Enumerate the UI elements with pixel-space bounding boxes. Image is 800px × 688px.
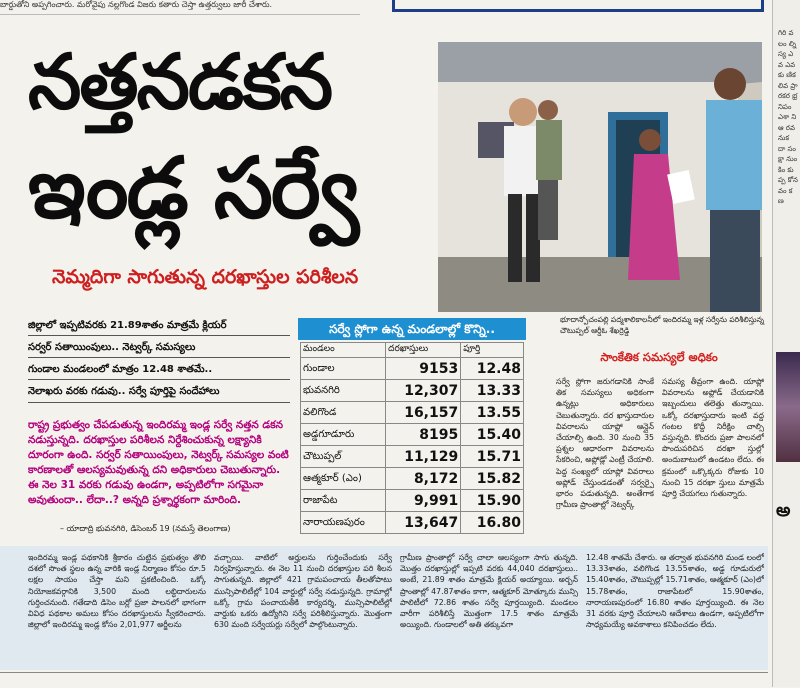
table-row bbox=[301, 402, 524, 424]
adjacent-column-photo bbox=[776, 352, 800, 462]
adjacent-column-letter: అ bbox=[776, 500, 791, 521]
table-row bbox=[301, 512, 524, 534]
mandal-table bbox=[300, 342, 524, 534]
section-column-2: సమస్య తీవ్రంగా ఉంది. యాప్లో వివరాలను అప్లోడ్ చేయడానికి ఇబ్బందులు తలెత్తు తున్నాయి. ఒక్కో దరఖాస్తుదారు ఇంటి వద్ద గంటల కొద్దీ నిరీక్షిం చాల్సి వస్తున్నది. కొందరు ప్రజా పాలనలో పొందుపరిచిన దరఖా స్తుల్లో అందుబాటులో ఉండటం లేదు. ఈ క్రమంలో ఒక్కొక్కరు రోజుకు 10 నుంచి 15 దరఖా స్తులు మాత్రమే పూర్తి చేయగలు గుతున్నారు. bbox=[662, 377, 764, 499]
table-row bbox=[301, 358, 524, 380]
cell-applications: 13,647 bbox=[386, 512, 461, 534]
cell-applications: 8,172 bbox=[386, 468, 461, 490]
cell-mandal: వలిగొండ bbox=[301, 402, 386, 424]
byline: – యాదాద్రి భువనగిరి, డిసెంబర్ 19 (నమస్తే తెలంగాణ) bbox=[60, 524, 231, 533]
cell-applications: 12,307 bbox=[386, 380, 461, 402]
bullet-1: జిల్లాలో ఇప్పటివరకు 21.89శాతం మాత్రమే క్లియర్ bbox=[28, 320, 227, 331]
headline-line-2: ఇండ్ల సర్వే bbox=[28, 139, 358, 237]
bullet-4: నెలాఖరు వరకు గడువు.. సర్వే పూర్తిపై సందేహాలు bbox=[28, 386, 220, 397]
cell-applications: 16,157 bbox=[386, 402, 461, 424]
cell-applications: 9,991 bbox=[386, 490, 461, 512]
cell-mandal: నారాయణపురం bbox=[301, 512, 386, 534]
cell-applications: 8195 bbox=[386, 424, 461, 446]
cell-mandal: చౌటుప్పల్ bbox=[301, 446, 386, 468]
table-title: సర్వే స్లోగా ఉన్న మండలాల్లో కొన్ని.. bbox=[298, 318, 526, 340]
top-strip-text: బార్డుతోని అప్పగించారు. మరోవైపు నల్లగొండ విజరు కతారు చెస్తా ఉత్తర్వులు జారీ చేశారు. bbox=[0, 0, 360, 15]
bottom-column-4: 12.48 శాతమే చేశారు. ఆ తర్వాత భువనగిరి మండ లంలో 13.33శాతం, వలిగొండ 13.55శాతం, అడ్డ గూడురులో 15.40శాతం, చౌటుప్పల్లో 15.71శాతం, ఆత్మకూర్ (ఎం)లో 15.78శాతం, రాజాపేటలో 15.90శాతం, నారాయణపురంలో 16.80 శాతం పూర్తయ్యింది. ఈ నెల 31 వరకు పూర్తి చేయాలని ఆదేశాలు ఉండగా, అప్పటిలోగా సాధ్యమయ్యే అవకాశాలు కనిపించడం లేదు. bbox=[586, 553, 764, 630]
cell-mandal: ఆత్మకూర్ (ఎం) bbox=[301, 468, 386, 490]
cell-complete: 13.55 bbox=[461, 402, 524, 424]
cell-complete: 16.80 bbox=[461, 512, 524, 534]
bullet-2: సర్వర్ సతాయింపులు.. నెట్వర్క్ సమస్యలు bbox=[28, 342, 196, 353]
table-header-row bbox=[301, 343, 524, 358]
bottom-column-2: వచ్చాయి. వాటిలో అర్హులను గుర్తించేందుకు సర్వే నిర్వహిస్తున్నారు. ఈ నెల 11 నుంచి దరఖాస్తుల పరి శీలన సాగుతున్నది. జిల్లాలో 421 గ్రామపంచాయ తీలతోపాటు మున్సిపాలిటీల్లో 104 వార్డుల్లో సర్వే నడుస్తున్నది. గ్రామాల్లో ఒక్కో గ్రామ పంచాయతీకి కార్యదర్శి, మున్సిపాలిటీల్లో వార్డుకు ఒకరు ఉద్యోగిని సర్వే పరిశీలిస్తున్నారు. మొత్తంగా 630 మంది సర్వేయర్లు సర్వేలో పాల్గొంటున్నారు. bbox=[214, 553, 392, 630]
cell-mandal: అడ్డగూడూరు bbox=[301, 424, 386, 446]
bullet-divider bbox=[28, 402, 290, 403]
cell-complete: 15.82 bbox=[461, 468, 524, 490]
cell-complete: 15.40 bbox=[461, 424, 524, 446]
cell-complete: 15.71 bbox=[461, 446, 524, 468]
header-applications: దరఖాస్తులు bbox=[386, 343, 461, 358]
header-mandal: మండలం bbox=[301, 343, 386, 358]
cell-complete: 13.33 bbox=[461, 380, 524, 402]
cell-complete: 15.90 bbox=[461, 490, 524, 512]
top-blue-box bbox=[392, 0, 764, 12]
adjacent-column-text: గిరి వ లం ల్ని స్య ఎవ ఎవ కు ణిక లివ ప్రా రకర భ్ర నిపం ఎశా ని ఆ రవ నుక దా సం క్షా నుం కిం కు ప్ప కోన వం క ణ bbox=[778, 29, 798, 205]
table-row bbox=[301, 380, 524, 402]
bottom-column-3: గ్రామీణ ప్రాంతాల్లో సర్వే చాలా ఆలస్యంగా సాగు తున్నది. మొత్తం దరఖాస్తుల్లో ఇప్పటి వరకు 44,040 దరఖాస్తులు.. అంటే, 21.89 శాతం మాత్రమే క్లియర్ అయ్యాయి. అర్బన్ ప్రాంతాల్లో 47.87శాతం కాగా, ఆత్మకూర్ మోత్కూరు మున్సి పాలిటీలో 72.86 శాతం సర్వే పూర్తయ్యింది. మండలం వారీగా పరిశీలిస్తే మొత్తంగా 17.5 శాతం మాత్రమే అయ్యింది. గుండాలలో అతి తక్కువగా bbox=[400, 553, 578, 630]
bottom-column-1: ఇందిరమ్మ ఇండ్ల పథకానికి శ్రీకారం చుట్టిన ప్రభుత్వం తొలి దశలో సొంత స్థలం ఉన్న వారికి ఇండ్ల నిర్మాణం కోసం రూ.5 లక్షల సాయం చేస్తా మని ప్రకటించింది. ఒక్కో నియోజకవర్గానికి 3,500 మంది లబ్ధిదారులను గుర్తించనుంది. గతేడాది డిసెం బర్లో ప్రజా పాలనలో భాగంగా వివిధ పథకాల అమలు కోసం దరఖాస్తులను స్వీకరించారు. జిల్లాలో ఇందిరమ్మ ఇండ్ల కోసం 2,01,977 అర్జీలను bbox=[28, 553, 206, 630]
section-column-1: సర్వే స్లోగా జరుగడానికి సాంకే తిక సమస్యలు అధికంగా ఉన్నట్లు అధికారులు చెబుతున్నారు. దర ఖాస్తుదారుల వివరాలను యాప్లో ఆన్లైన్ చేయాల్సి ఉంది. 30 నుంచి 35 ప్రశ్నల ఆధారంగా వివరాలను సేకరించి, అప్లోడ్లో ఎంట్రీ చేయాలి. పెద్ద సంఖ్యలో యాప్లో వివరాలు అప్లోడ్ చేస్తుండడంతో సర్వర్పై భారం పడుతున్నది. అంతేగాక గ్రామీణ ప్రాంతాల్లో నెట్వర్క్ bbox=[556, 377, 654, 510]
intro-paragraph: రాష్ట్ర ప్రభుత్వం చేపడుతున్న ఇందిరమ్మ ఇండ్ల సర్వే నత్తన డకన నడుస్తున్నది. దరఖాస్తుల పరిశీలన నిర్దేశించుకున్న లక్ష్యానికి దూరంగా ఉంది. సర్వర్ సతాయింపులు, నెట్వర్క్ సమస్యల వంటి కారణాలతో ఆలస్యమవుతున్న దని అధికారులు చెబుతున్నారు. ఈ నెల 31 వరకు గడువు ఉండగా, అప్పటిలోగా సగమైనా అవుతుందా.. లేదా..? అన్నది ప్రశ్నార్థకంగా మారింది. bbox=[28, 419, 289, 506]
cell-mandal: గుండాల bbox=[301, 358, 386, 380]
survey-photo bbox=[438, 42, 762, 312]
table-row bbox=[301, 468, 524, 490]
photo-caption: భూదాన్పోచంపల్లి పద్మశాలికాలనీలో ఇందిరమ్మ ఇళ్ల సర్వేను పరిశీలిస్తున్న చౌటుప్పల్ ఆర్డీఓ శేఖర్రెడ్డి bbox=[560, 315, 765, 335]
cell-complete: 12.48 bbox=[461, 358, 524, 380]
cell-applications: 11,129 bbox=[386, 446, 461, 468]
bullet-divider bbox=[28, 335, 290, 336]
table-row bbox=[301, 490, 524, 512]
bullet-divider bbox=[28, 357, 290, 358]
cell-mandal: భువనగిరి bbox=[301, 380, 386, 402]
bullet-divider bbox=[28, 379, 290, 380]
cell-mandal: రాజాపేట bbox=[301, 490, 386, 512]
table-row bbox=[301, 446, 524, 468]
survey-photo-illustration bbox=[438, 42, 762, 312]
table-row bbox=[301, 424, 524, 446]
subheadline: నెమ్మదిగా సాగుతున్న దరఖాస్తుల పరిశీలన bbox=[52, 266, 359, 288]
page-bottom-rule bbox=[0, 672, 768, 688]
header-complete: పూర్తి bbox=[461, 343, 524, 358]
headline-line-1: నత్తనడకన bbox=[28, 37, 332, 126]
section-title: సాంకేతిక సమస్యలే అధికం bbox=[600, 350, 718, 364]
cell-applications: 9153 bbox=[386, 358, 461, 380]
bullet-3: గుండాల మండలంలో మాత్రం 12.48 శాతమే.. bbox=[28, 364, 213, 375]
